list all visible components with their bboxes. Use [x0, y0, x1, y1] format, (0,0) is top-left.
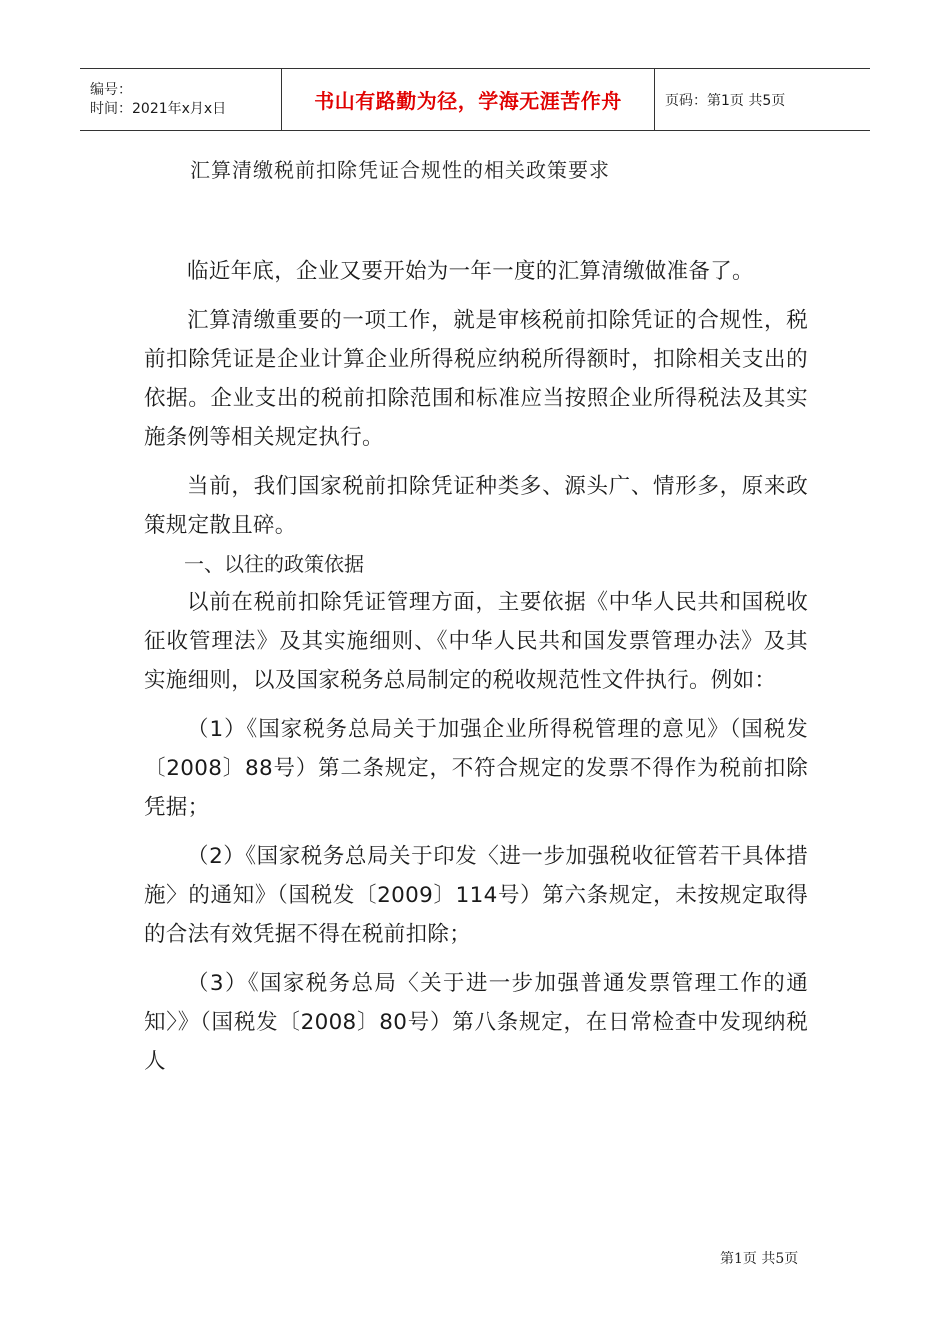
paragraph: 汇算清缴重要的一项工作，就是审核税前扣除凭证的合规性，税前扣除凭证是企业计算企业所得税应纳税所得额时，扣除相关支出的依据。企业支出的税前扣除范围和标准应当按照企业所得税法及其实施条例等相关规定执行。 [144, 308, 808, 450]
section-heading: 一、以往的政策依据 [184, 552, 364, 576]
page-footer: 第1页 共5页 [720, 1251, 799, 1267]
header-page-cell [655, 69, 870, 130]
document-title: 汇算清缴税前扣除凭证合规性的相关政策要求 [190, 158, 610, 182]
paragraph: 临近年底，企业又要开始为一年一度的汇算清缴做准备了。 [187, 259, 754, 284]
header-meta [80, 69, 282, 130]
list-item: （1）《国家税务总局关于加强企业所得税管理的意见》（国税发〔2008〕88号）第二条规定，不符合规定的发票不得作为税前扣除凭据； [144, 717, 808, 820]
paragraph: 当前，我们国家税前扣除凭证种类多、源头广、情形多，原来政策规定散且碎。 [144, 474, 808, 538]
document-number-label: 编号： [90, 81, 132, 98]
document-body [144, 252, 808, 1091]
page-header [80, 68, 870, 131]
header-motto: 书山有路勤为径，学海无涯苦作舟 [314, 89, 622, 113]
header-page-label: 页码：第1页 共5页 [665, 92, 786, 109]
paragraph: 以前在税前扣除凭证管理方面，主要依据《中华人民共和国税收征收管理法》及其实施细则、《中华人民共和国发票管理办法》及其实施细则，以及国家税务总局制定的税收规范性文件执行。例如： [144, 590, 808, 693]
document-time-label: 时间：2021年x月x日 [90, 100, 227, 117]
header-motto-cell [282, 69, 655, 130]
list-item: （2）《国家税务总局关于印发〈进一步加强税收征管若干具体措施〉的通知》（国税发〔2009〕114号）第六条规定，未按规定取得的合法有效凭据不得在税前扣除； [144, 844, 808, 947]
list-item: （3）《国家税务总局〈关于进一步加强普通发票管理工作的通知〉》（国税发〔2008〕80号）第八条规定，在日常检查中发现纳税人 [144, 971, 808, 1074]
